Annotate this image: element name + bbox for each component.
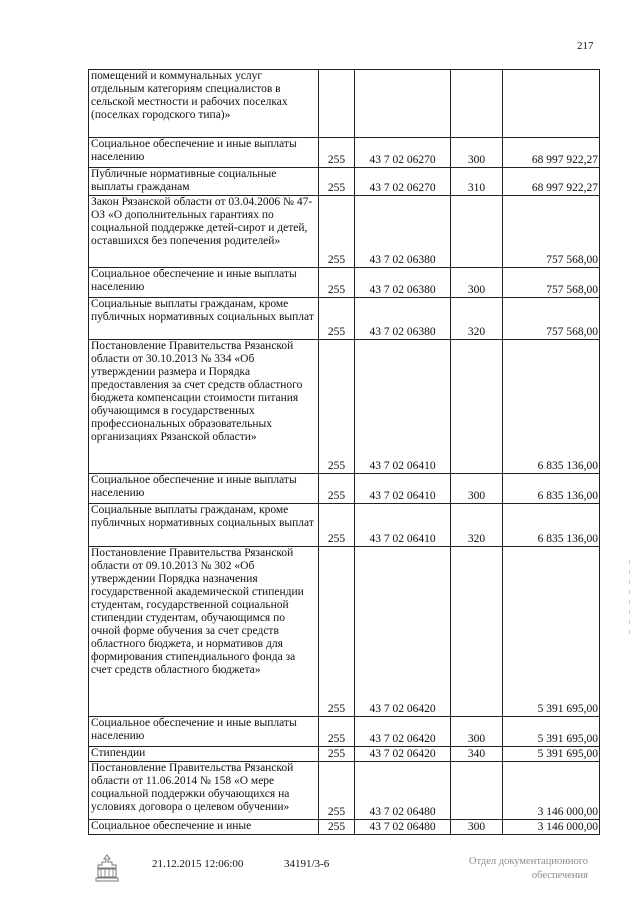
row-name-cell: помещений и коммунальных услуг отдельным категориям специалистов в сельской местности и рабочих поселках (поселках городского типа)» <box>89 70 319 138</box>
ministry-code-cell: 255 <box>319 717 355 747</box>
ministry-code-cell: 255 <box>319 138 355 168</box>
expense-type-cell: 310 <box>451 168 503 196</box>
target-article-cell: 43 7 02 06270 <box>355 168 451 196</box>
table-row <box>89 717 600 747</box>
ministry-code-cell: 255 <box>319 196 355 268</box>
amount-cell: 68 997 922,27 <box>503 138 600 168</box>
table-row <box>89 747 600 762</box>
table-row <box>89 168 600 196</box>
amount-cell: 3 146 000,00 <box>503 762 600 820</box>
row-name-cell: Социальные выплаты гражданам, кроме публичных нормативных социальных выплат <box>89 504 319 547</box>
amount-cell: 6 835 136,00 <box>503 504 600 547</box>
row-name-cell: Закон Рязанской области от 03.04.2006 № 47-ОЗ «О дополнительных гарантиях по социальной поддержке детей-сирот и детей, оставшихся без попечения родителей» <box>89 196 319 268</box>
ministry-code-cell: 255 <box>319 298 355 340</box>
table-row <box>89 268 600 298</box>
target-article-cell: 43 7 02 06380 <box>355 298 451 340</box>
target-article-cell: 43 7 02 06410 <box>355 474 451 504</box>
expense-type-cell: 300 <box>451 268 503 298</box>
scan-edge-mark <box>628 560 631 640</box>
amount-cell: 757 568,00 <box>503 268 600 298</box>
table-row <box>89 138 600 168</box>
table-row <box>89 547 600 717</box>
ministry-code-cell: 255 <box>319 762 355 820</box>
expense-type-cell: 340 <box>451 747 503 762</box>
row-name-cell: Стипендии <box>89 747 319 762</box>
amount-cell: 757 568,00 <box>503 298 600 340</box>
footer-timestamp: 21.12.2015 12:06:00 <box>152 858 244 870</box>
table-row <box>89 762 600 820</box>
amount-cell <box>503 70 600 138</box>
footer-office-stamp <box>448 855 588 883</box>
amount-cell: 757 568,00 <box>503 196 600 268</box>
ministry-code-cell: 255 <box>319 168 355 196</box>
amount-cell: 5 391 695,00 <box>503 747 600 762</box>
table-row <box>89 340 600 474</box>
row-name-cell: Постановление Правительства Рязанской области от 11.06.2014 № 158 «О мере социальной поддержки обучающихся на условиях договора о целевом обучении» <box>89 762 319 820</box>
expense-type-cell: 300 <box>451 717 503 747</box>
amount-cell: 68 997 922,27 <box>503 168 600 196</box>
coat-of-arms-emblem-icon <box>95 854 119 882</box>
expense-type-cell <box>451 340 503 474</box>
ministry-code-cell: 255 <box>319 820 355 835</box>
footer-office-line2: обеспечения <box>531 870 588 881</box>
expense-type-cell <box>451 196 503 268</box>
ministry-code-cell: 255 <box>319 547 355 717</box>
target-article-cell: 43 7 02 06270 <box>355 138 451 168</box>
table-row <box>89 70 600 138</box>
row-name-cell: Постановление Правительства Рязанской области от 09.10.2013 № 302 «Об утверждении Порядка назначения государственной академической стипендии студентам, государственной социальной стипендии студентам, обучающимся по очной форме обучения за счет средств областного бюджета, и нормативов для формирования стипендиального фонда за счет средств областного бюджета» <box>89 547 319 717</box>
row-name-cell: Постановление Правительства Рязанской области от 30.10.2013 № 334 «Об утверждении размера и Порядка предоставления за счет средств областного бюджета компенсации стоимости питания обучающимся в государственных профессиональных образовательных организациях Рязанской области» <box>89 340 319 474</box>
expense-type-cell: 300 <box>451 474 503 504</box>
target-article-cell: 43 7 02 06420 <box>355 547 451 717</box>
ministry-code-cell <box>319 70 355 138</box>
target-article-cell: 43 7 02 06410 <box>355 504 451 547</box>
page-number: 217 <box>577 40 594 52</box>
target-article-cell: 43 7 02 06480 <box>355 762 451 820</box>
row-name-cell: Публичные нормативные социальные выплаты гражданам <box>89 168 319 196</box>
target-article-cell: 43 7 02 06420 <box>355 747 451 762</box>
table-row <box>89 474 600 504</box>
table-row <box>89 820 600 835</box>
table-row <box>89 196 600 268</box>
amount-cell: 5 391 695,00 <box>503 547 600 717</box>
expense-type-cell: 320 <box>451 298 503 340</box>
amount-cell: 6 835 136,00 <box>503 340 600 474</box>
target-article-cell: 43 7 02 06480 <box>355 820 451 835</box>
row-name-cell: Социальные выплаты гражданам, кроме публичных нормативных социальных выплат <box>89 298 319 340</box>
table-row <box>89 504 600 547</box>
ministry-code-cell: 255 <box>319 340 355 474</box>
row-name-cell: Социальное обеспечение и иные выплаты населению <box>89 717 319 747</box>
amount-cell: 3 146 000,00 <box>503 820 600 835</box>
ministry-code-cell: 255 <box>319 504 355 547</box>
footer-office-line1: Отдел документационного <box>468 856 588 867</box>
amount-cell: 6 835 136,00 <box>503 474 600 504</box>
table-row <box>89 298 600 340</box>
expense-type-cell <box>451 70 503 138</box>
target-article-cell: 43 7 02 06420 <box>355 717 451 747</box>
expense-type-cell: 300 <box>451 820 503 835</box>
target-article-cell: 43 7 02 06380 <box>355 268 451 298</box>
budget-table <box>88 69 600 835</box>
expense-type-cell: 300 <box>451 138 503 168</box>
row-name-cell: Социальное обеспечение и иные выплаты населению <box>89 138 319 168</box>
row-name-cell: Социальное обеспечение и иные выплаты населению <box>89 268 319 298</box>
target-article-cell: 43 7 02 06410 <box>355 340 451 474</box>
amount-cell: 5 391 695,00 <box>503 717 600 747</box>
target-article-cell <box>355 70 451 138</box>
expense-type-cell <box>451 547 503 717</box>
row-name-cell: Социальное обеспечение и иные выплаты населению <box>89 474 319 504</box>
expense-type-cell <box>451 762 503 820</box>
ministry-code-cell: 255 <box>319 268 355 298</box>
expense-type-cell: 320 <box>451 504 503 547</box>
ministry-code-cell: 255 <box>319 474 355 504</box>
ministry-code-cell: 255 <box>319 747 355 762</box>
footer-document-id: 34191/3-6 <box>284 858 330 870</box>
row-name-cell: Социальное обеспечение и иные <box>89 820 319 835</box>
target-article-cell: 43 7 02 06380 <box>355 196 451 268</box>
